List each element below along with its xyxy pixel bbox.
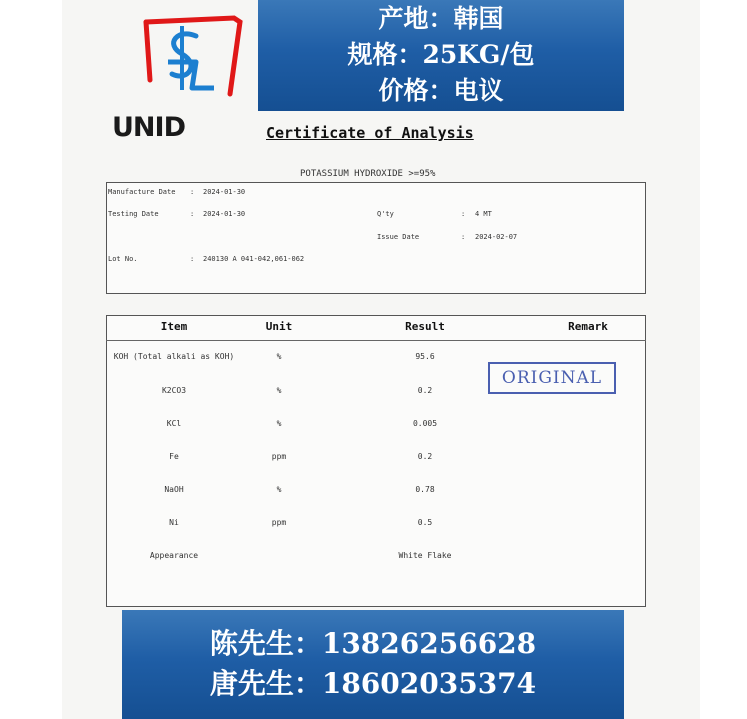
row-item: Fe xyxy=(169,452,179,461)
row-result: 0.2 xyxy=(417,386,433,395)
original-stamp: ORIGINAL xyxy=(488,362,616,394)
company-logo-text: UNID xyxy=(112,112,185,143)
manufacture-date-label: Manufacture Date xyxy=(108,188,176,196)
row-result: 0.5 xyxy=(417,518,433,527)
company-logo-icon xyxy=(138,10,248,98)
row-unit: ppm xyxy=(271,452,287,461)
row-result: White Flake xyxy=(398,551,452,560)
row-unit: % xyxy=(276,386,282,395)
manufacture-date-sep: : xyxy=(190,188,195,196)
row-result: 0.78 xyxy=(415,485,435,494)
testing-date-label: Testing Date xyxy=(108,210,159,218)
row-item: Appearance xyxy=(149,551,199,560)
contact-phone-1: 陈先生：13826256628 xyxy=(209,627,537,660)
contact-banner xyxy=(122,610,624,719)
qty-value: 4 MT xyxy=(475,210,492,218)
row-result: 0.005 xyxy=(412,419,438,428)
row-unit: % xyxy=(276,485,282,494)
row-item: K2CO3 xyxy=(161,386,187,395)
testing-date-sep: : xyxy=(190,210,195,218)
row-unit: ppm xyxy=(271,518,287,527)
spec-text: 规格：25KG/包 xyxy=(347,40,535,69)
qty-label: Q'ty xyxy=(377,210,394,218)
issue-date-label: Issue Date xyxy=(377,233,420,241)
header-divider xyxy=(106,340,646,341)
header-result: Result xyxy=(405,320,445,333)
header-item: Item xyxy=(160,320,188,333)
price-text: 价格：电议 xyxy=(378,76,504,105)
lot-no-label: Lot No. xyxy=(108,255,138,263)
row-item: Ni xyxy=(169,518,179,527)
contact-phone-2: 唐先生：18602035374 xyxy=(209,667,537,700)
issue-date-value: 2024-02-07 xyxy=(475,233,518,241)
row-item: NaOH xyxy=(164,485,184,494)
lot-no-sep: : xyxy=(190,255,195,263)
row-item: KCl xyxy=(166,419,182,428)
row-item: KOH (Total alkali as KOH) xyxy=(113,352,235,361)
certificate-title: Certificate of Analysis xyxy=(266,124,474,142)
testing-date-value: 2024-01-30 xyxy=(203,210,246,218)
product-info-banner xyxy=(258,0,624,111)
row-result: 0.2 xyxy=(417,452,433,461)
product-name: POTASSIUM HYDROXIDE >=95% xyxy=(300,169,436,179)
header-unit: Unit xyxy=(265,320,293,333)
row-unit: % xyxy=(276,419,282,428)
row-result: 95.6 xyxy=(415,352,435,361)
header-remark: Remark xyxy=(568,320,608,333)
origin-text: 产地：韩国 xyxy=(378,4,504,33)
manufacture-date-value: 2024-01-30 xyxy=(203,188,246,196)
info-box xyxy=(106,182,646,294)
row-unit: % xyxy=(276,352,282,361)
lot-no-value: 240130 A 041-042,061-062 xyxy=(203,255,305,263)
issue-date-sep: : xyxy=(461,233,466,241)
qty-sep: : xyxy=(461,210,466,218)
